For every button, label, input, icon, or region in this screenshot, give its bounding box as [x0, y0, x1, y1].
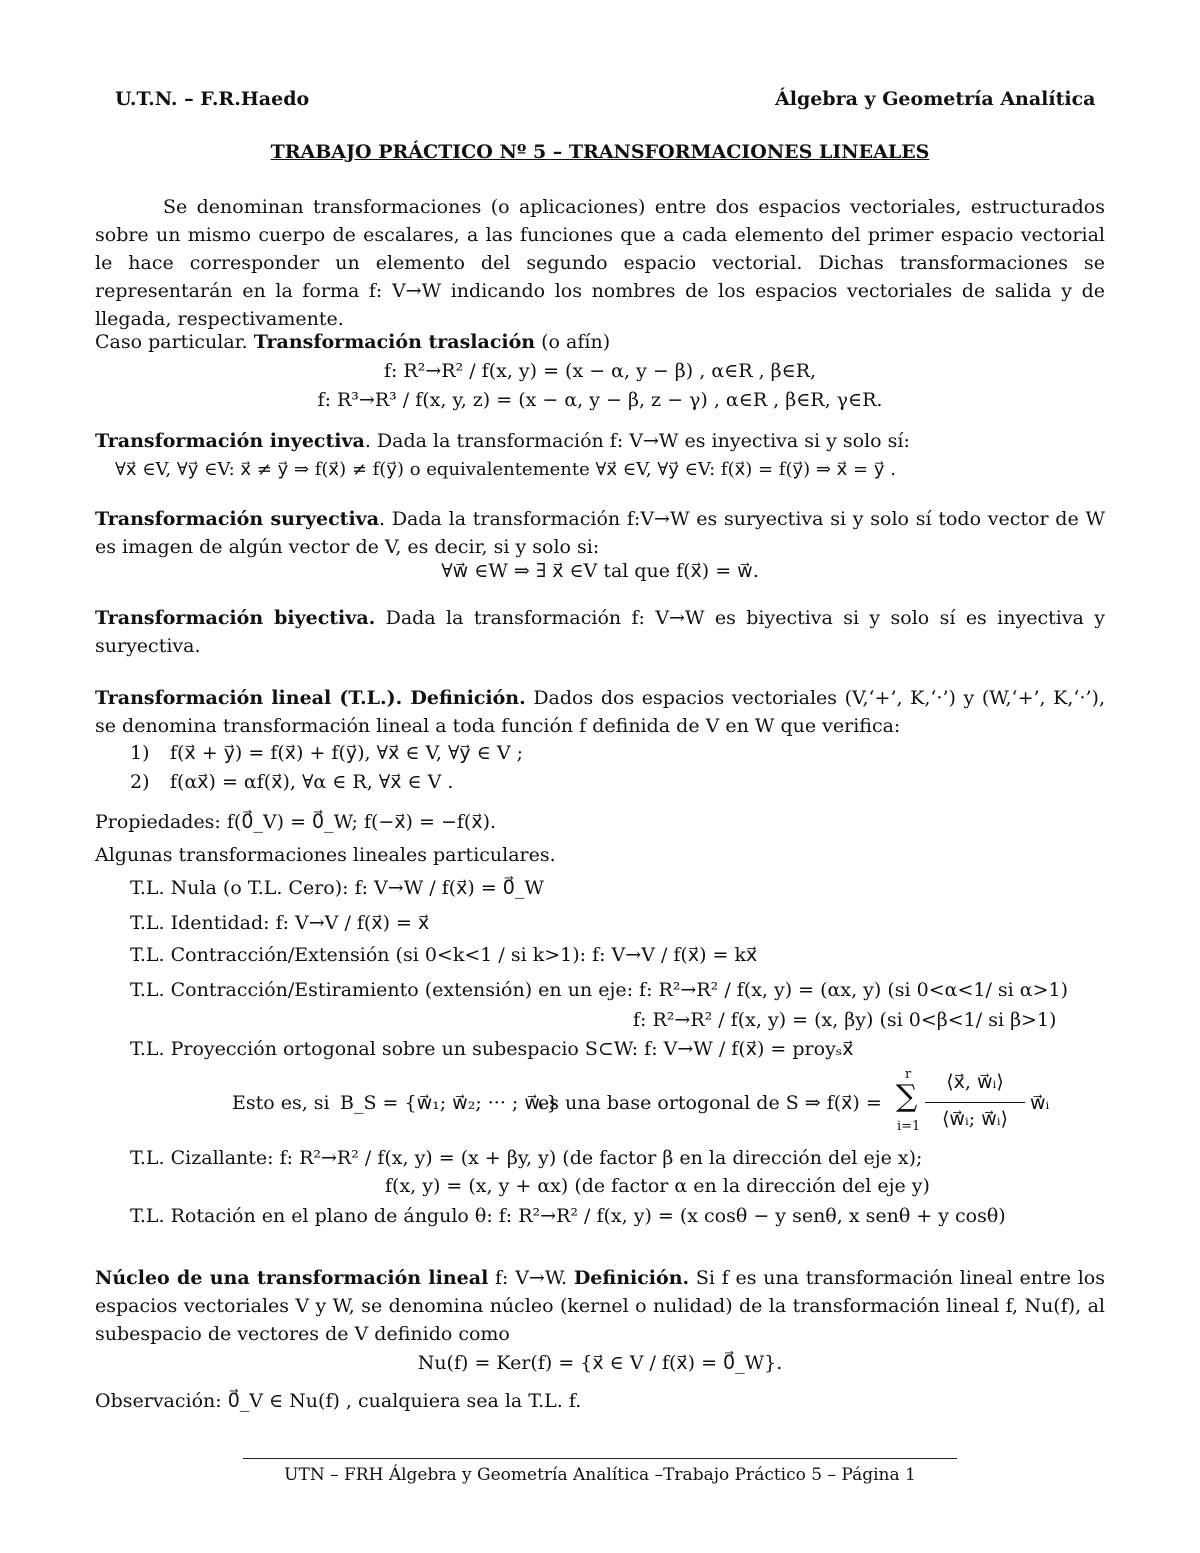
- tl-eje-x: T.L. Contracción/Estiramiento (extensión) en un eje: f: R²→R² / f(x, y) = (αx, y) (si 0<α<1/ si α>1): [130, 979, 1069, 1001]
- intro-paragraph: Se denominan transformaciones (o aplicaciones) entre dos espacios vectoriales, estructurados sobre un mismo cuerpo de escalares, a las funciones que a cada elemento del primer espacio vectorial le hace corresponder un elemento del segundo espacio vectorial. Dichas transformaciones se representarán en la forma f: V→W indicando los nombres de los espacios vectoriales de salida y de llegada, respectivamente.: [95, 196, 1105, 330]
- proy-esto: Esto es, si: [232, 1092, 330, 1114]
- inyectiva-rest: . Dada la transformación f: V→W es inyectiva si y solo sí:: [364, 430, 910, 452]
- nucleo-definicion: Definición.: [573, 1267, 690, 1289]
- footer-rule: [243, 1458, 957, 1459]
- lineal-rest: Dados dos espacios vectoriales (V,‘+’, K,‘·’) y (W,‘+’, K,‘·’), se denomina transformación lineal a toda función f definida de V en W que verifica:: [95, 687, 1105, 737]
- nucleo-rest: Si f es una transformación lineal entre los espacios vectoriales V y W, se denomina núcleo (kernel o nulidad) de la transformación lineal f, Nu(f), al subespacio de vectores de V definido como: [95, 1267, 1105, 1345]
- nucleo-observacion: Observación: 0⃗_V ∈ Nu(f) , cualquiera sea la T.L. f.: [95, 1390, 582, 1412]
- inyectiva-heading: [95, 432, 910, 451]
- tl-rotacion: T.L. Rotación en el plano de ángulo θ: f: R²→R² / f(x, y) = (x cosθ − y senθ, x senθ + y cosθ): [130, 1205, 1006, 1227]
- page-title: TRABAJO PRÁCTICO Nº 5 – TRANSFORMACIONES LINEALES: [270, 141, 930, 163]
- tl-proyeccion: T.L. Proyección ortogonal sobre un subespacio S⊂W: f: V→W / f(x⃗) = proyₛx⃗: [130, 1038, 854, 1060]
- tl-cizallante-x: T.L. Cizallante: f: R²→R² / f(x, y) = (x + βy, y) (de factor β en la dirección del eje x);: [130, 1147, 923, 1169]
- lineal-item2-number: 2): [130, 771, 150, 793]
- sum-upper-limit: r: [905, 1067, 912, 1082]
- tl-cizallante-y: f(x, y) = (x, y + αx) (de factor α en la dirección del eje y): [385, 1175, 930, 1197]
- nucleo-paragraph: [95, 1264, 1105, 1348]
- lineal-item1-number: 1): [130, 742, 150, 764]
- tl-identidad: T.L. Identidad: f: V→V / f(x⃗) = x⃗: [130, 912, 430, 934]
- suryectiva-paragraph: [95, 505, 1105, 561]
- traslacion-bold: Transformación traslación: [253, 331, 536, 353]
- page-footer: UTN – FRH Álgebra y Geometría Analítica –Trabajo Práctico 5 – Página 1: [284, 1465, 916, 1485]
- nucleo-formula: Nu(f) = Ker(f) = {x⃗ ∈ V / f(x⃗) = 0⃗_W}.: [417, 1352, 783, 1374]
- biyectiva-paragraph: [95, 604, 1105, 660]
- inyectiva-formula: ∀x⃗ ∈V, ∀y⃗ ∈V: x⃗ ≠ y⃗ ⇒ f(x⃗) ≠ f(y⃗) o equivalentemente ∀x⃗ ∈V, ∀y⃗ ∈V: f(x⃗) = f(y⃗) ⇒ x⃗ = y⃗ .: [115, 459, 896, 480]
- tl-contraccion: T.L. Contracción/Extensión (si 0<k<1 / si k>1): f: V→V / f(x⃗) = kx⃗: [130, 944, 758, 966]
- lineal-propiedades: Propiedades: f(0⃗_V) = 0⃗_W; f(−x⃗) = −f(x⃗).: [95, 811, 497, 833]
- nucleo-bold: Núcleo de una transformación lineal: [95, 1267, 489, 1289]
- traslacion-formula-r2: f: R²→R² / f(x, y) = (x − α, y − β) , α∈R , β∈R,: [383, 360, 817, 382]
- inyectiva-bold: Transformación inyectiva: [95, 430, 365, 452]
- traslacion-rest: (o afín): [535, 331, 611, 353]
- lineal-algunas: Algunas transformaciones lineales particulares.: [95, 844, 556, 866]
- fraction-denominator: ⟨w⃗ᵢ; w⃗ᵢ⟩: [942, 1108, 1008, 1130]
- header-subject: Álgebra y Geometría Analítica: [775, 88, 1096, 110]
- fraction-numerator: ⟨x⃗, w⃗ᵢ⟩: [946, 1071, 1004, 1093]
- proy-tail: w⃗ᵢ: [1030, 1092, 1050, 1114]
- suryectiva-bold: Transformación suryectiva: [95, 508, 380, 530]
- sum-symbol: ∑: [896, 1079, 918, 1114]
- nucleo-mid: f: V→W.: [488, 1267, 574, 1289]
- suryectiva-formula: ∀w⃗ ∈W ⇒ ∃ x⃗ ∈V tal que f(x⃗) = w⃗.: [441, 560, 759, 582]
- header-institution: U.T.N. – F.R.Haedo: [115, 88, 310, 110]
- lineal-bold: Transformación lineal (T.L.). Definición.: [95, 687, 526, 709]
- traslacion-formula-r3: f: R³→R³ / f(x, y, z) = (x − α, y − β, z − γ) , α∈R , β∈R, γ∈R.: [317, 389, 883, 411]
- biyectiva-rest: Dada la transformación f: V→W es biyectiva si y solo sí es inyectiva y suryectiva.: [95, 607, 1105, 657]
- sum-lower-limit: i=1: [897, 1119, 921, 1134]
- traslacion-lead: Caso particular.: [95, 331, 254, 353]
- fraction-bar: [925, 1102, 1025, 1103]
- traslacion-heading: [95, 333, 610, 352]
- proy-mid: es una base ortogonal de S ⇒ f(x⃗) =: [538, 1092, 882, 1114]
- proy-base: B_S = {w⃗₁; w⃗₂; ··· ; w⃗ᵣ}: [340, 1092, 559, 1114]
- suryectiva-rest: . Dada la transformación f:V→W es suryectiva si y solo sí todo vector de W es imagen de algún vector de V, es decir, si y solo si:: [95, 508, 1105, 558]
- biyectiva-bold: Transformación biyectiva.: [95, 607, 376, 629]
- lineal-item2: f(αx⃗) = αf(x⃗), ∀α ∈ R, ∀x⃗ ∈ V .: [170, 771, 454, 793]
- tl-nula: T.L. Nula (o T.L. Cero): f: V→W / f(x⃗) = 0⃗_W: [130, 877, 544, 899]
- tl-eje-y: f: R²→R² / f(x, y) = (x, βy) (si 0<β<1/ si β>1): [633, 1009, 1057, 1031]
- lineal-paragraph: [95, 684, 1105, 740]
- lineal-item1: f(x⃗ + y⃗) = f(x⃗) + f(y⃗), ∀x⃗ ∈ V, ∀y⃗ ∈ V ;: [170, 742, 523, 764]
